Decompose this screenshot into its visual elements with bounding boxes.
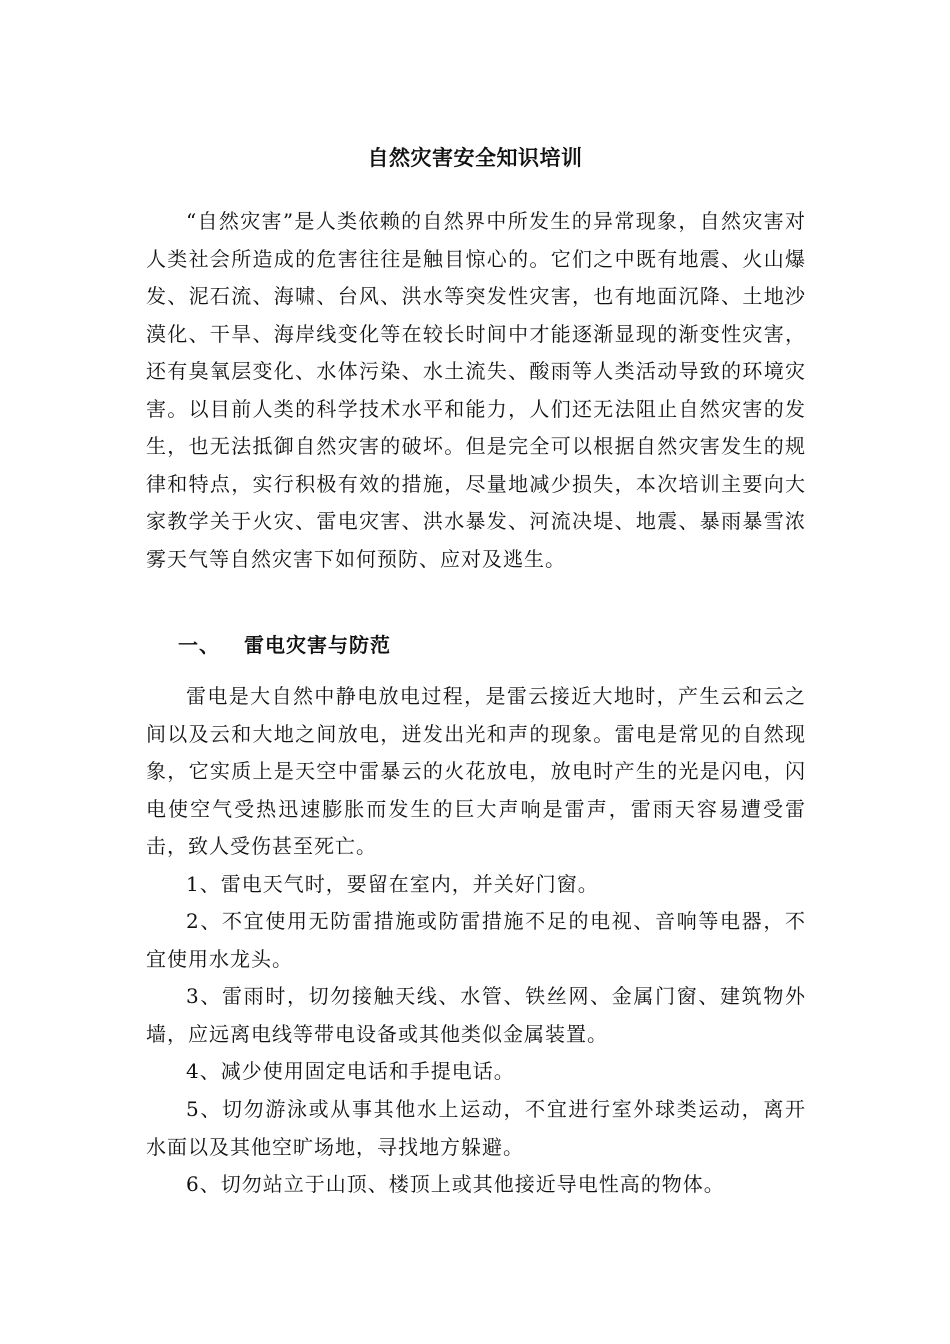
- document-title: 自然灾害安全知识培训: [367, 146, 583, 170]
- list-item-5: 5、切勿游泳或从事其他水上运动，不宜进行室外球类运动，离开水面以及其他空旷场地，寻找地方躲避。: [146, 1097, 806, 1159]
- list-item-2: 2、不宜使用无防雷措施或防雷措施不足的电视、音响等电器，不宜使用水龙头。: [146, 909, 806, 971]
- intro-paragraph: “自然灾害”是人类依赖的自然界中所发生的异常现象，自然灾害对人类社会所造成的危害往往是触目惊心的。它们之中既有地震、火山爆发、泥石流、海啸、台风、洪水等突发性灾害，也有地面沉降、土地沙漠化、干旱、海岸线变化等在较长时间中才能逐渐显现的渐变性灾害，还有臭氧层变化、水体污染、水土流失、酸雨等人类活动导致的环境灾害。以目前人类的科学技术水平和能力，人们还无法阻止自然灾害的发生，也无法抵御自然灾害的破坏。但是完全可以根据自然灾害发生的规律和特点，实行积极有效的措施，尽量地减少损失，本次培训主要向大家教学关于火灾、雷电灾害、洪水暴发、河流决堤、地震、暴雨暴雪浓雾天气等自然灾害下如何预防、应对及逃生。: [146, 209, 806, 571]
- section-number: 一、: [178, 633, 220, 657]
- section-heading: [178, 630, 391, 660]
- section-description: 雷电是大自然中静电放电过程，是雷云接近大地时，产生云和云之间以及云和大地之间放电，迸发出光和声的现象。雷电是常见的自然现象，它实质上是天空中雷暴云的火花放电，放电时产生的光是闪电，闪电使空气受热迅速膨胀而发生的巨大声响是雷声，雷雨天容易遭受雷击，致人受伤甚至死亡。: [146, 684, 806, 858]
- list-item-1: 1、雷电天气时，要留在室内，并关好门窗。: [186, 872, 599, 896]
- list-item-4: 4、减少使用固定电话和手提电话。: [186, 1059, 515, 1083]
- list-item-3: 3、雷雨时，切勿接触天线、水管、铁丝网、金属门窗、建筑物外墙，应远离电线等带电设备或其他类似金属装置。: [146, 984, 806, 1046]
- section-heading-text: 雷电灾害与防范: [244, 633, 391, 657]
- list-item-6: 6、切勿站立于山顶、楼顶上或其他接近导电性高的物体。: [186, 1172, 725, 1196]
